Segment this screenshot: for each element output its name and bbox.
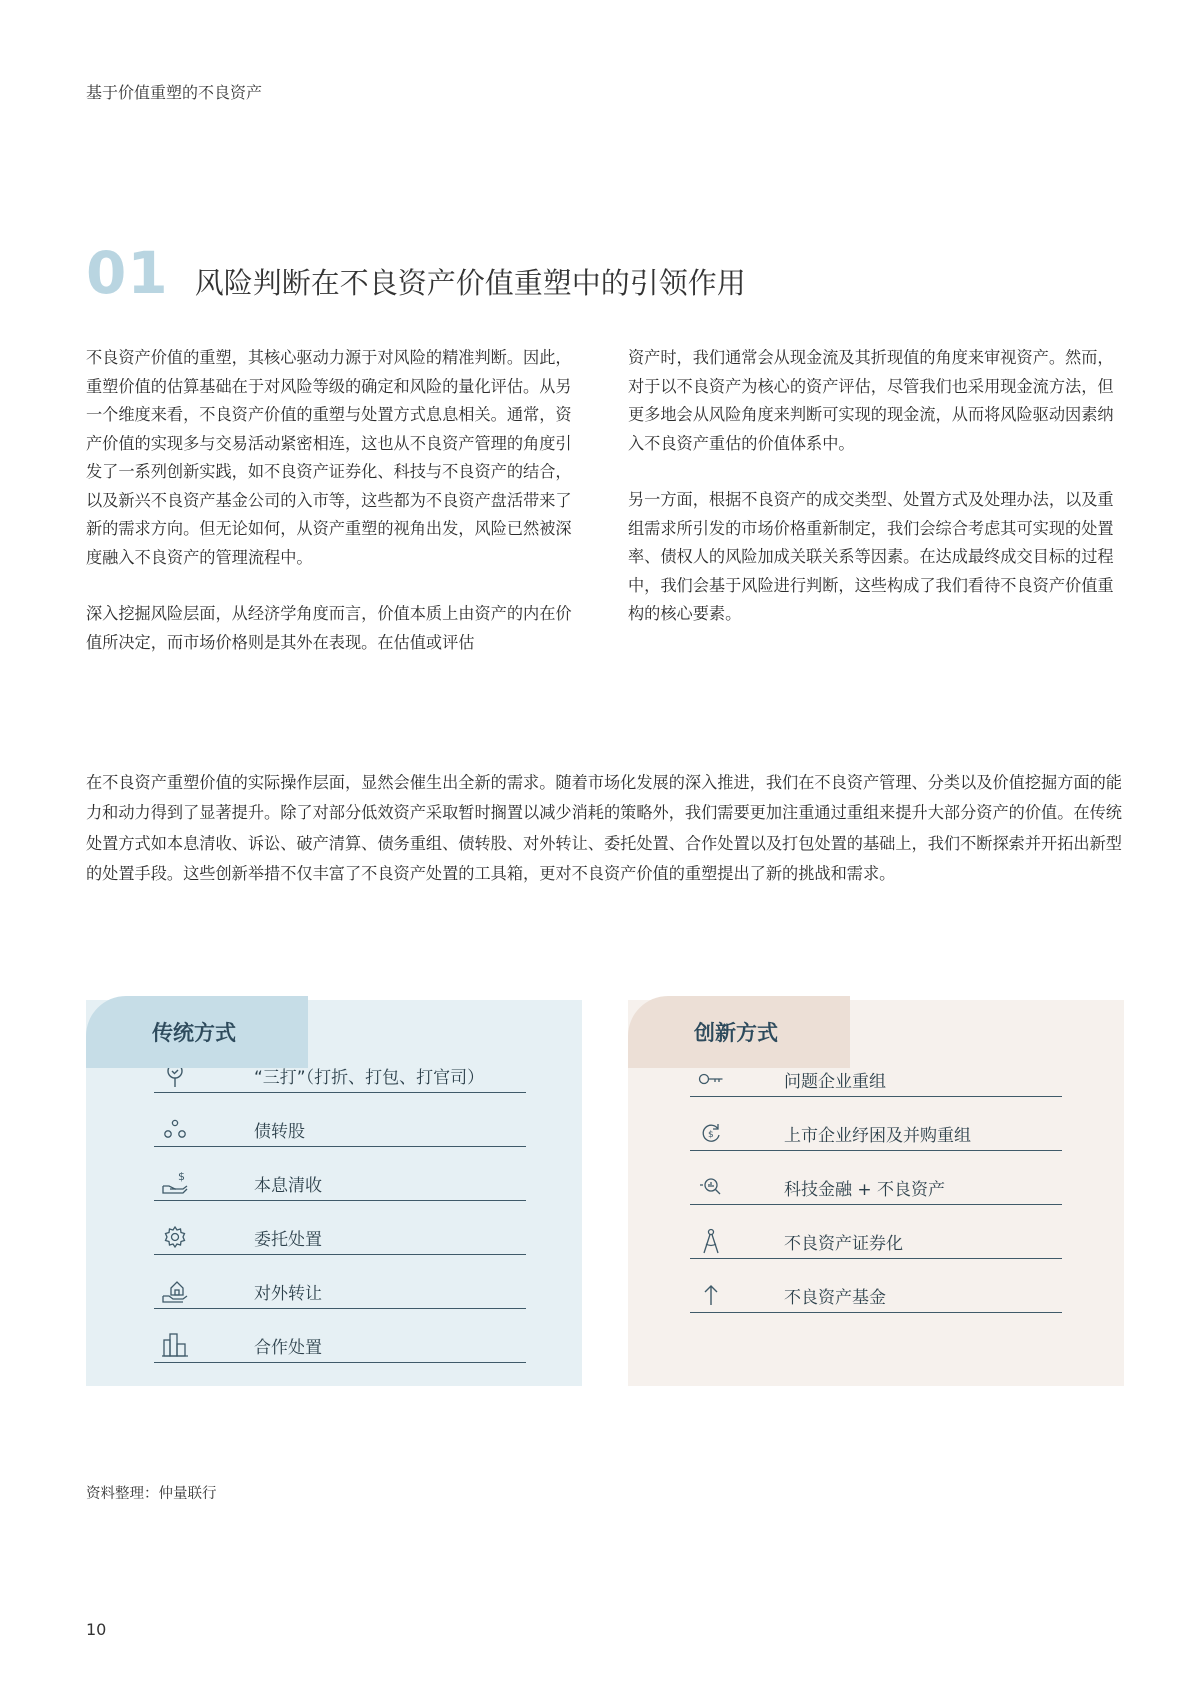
list-item-label: 对外转让 [254,1283,322,1304]
running-header: 基于价值重塑的不良资产 [86,83,263,102]
buildings-icon [160,1332,190,1358]
innovative-tab [628,996,850,1068]
section-title: 风险判断在不良资产价值重塑中的引领作用 [194,266,746,300]
list-item [154,1328,526,1363]
full-width-paragraph: 在不良资产重塑价值的实际操作层面，显然会催生出全新的需求。随着市场化发展的深入推进，我们在不良资产管理、分类以及价值挖掘方面的能力和动力得到了显著提升。除了对部分低效资产采取暂时搁置以减少消耗的策略外，我们需要更加注重通过重组来提升大部分资产的价值。在传统处置方式如本息清收、诉讼、破产清算、债务重组、债转股、对外转让、委托处置、合作处置以及打包处置的基础上，我们不断探索并开拓出新型的处置手段。这些创新举措不仅丰富了不良资产处置的工具箱，更对不良资产价值的重塑提出了新的挑战和需求。 [86,773,1122,883]
list-item-label: 委托处置 [254,1229,322,1250]
list-item-label: “三打”（打折、打包、打官司） [254,1067,485,1088]
section-heading [86,239,746,307]
source-note: 资料整理：仲量联行 [86,1486,217,1502]
list-item [690,1170,1062,1205]
list-item [690,1224,1062,1259]
circles-icon [160,1116,190,1142]
list-item [690,1116,1062,1151]
traditional-title: 传统方式 [152,1021,236,1045]
list-item [690,1278,1062,1313]
list-item [154,1112,526,1147]
hand-coin-icon [160,1170,190,1196]
key-icon [696,1066,726,1092]
innovative-title: 创新方式 [694,1021,778,1045]
list-item-label: 上市企业纾困及并购重组 [784,1125,971,1146]
svg-text:$: $ [708,1130,714,1140]
list-item [154,1274,526,1309]
list-item-label: 不良资产证券化 [784,1233,903,1254]
magnifier-icon [696,1174,726,1200]
list-item [154,1220,526,1255]
left-paragraph-2: 深入挖掘风险层面，从经济学角度而言，价值本质上由资产的内在价值所决定，而市场价格则是其外在表现。在估值或评估 [86,604,572,652]
left-column [86,344,584,657]
house-hand-icon [160,1278,190,1304]
arrow-up-icon [696,1282,726,1308]
list-item [154,1166,526,1201]
traditional-tab [86,996,308,1068]
list-item-label: 本息清收 [254,1175,322,1196]
section-number: 01 [86,239,169,307]
gear-icon [160,1224,190,1250]
list-item-label: 问题企业重组 [784,1071,886,1092]
list-item-label: 不良资产基金 [784,1287,886,1308]
list-item-label: 债转股 [254,1121,305,1142]
left-paragraph-1: 不良资产价值的重塑，其核心驱动力源于对风险的精准判断。因此，重塑价值的估算基础在于对风险等级的确定和风险的量化评估。从另一个维度来看，不良资产价值的重塑与处置方式息息相关。通常，资产价值的实现多与交易活动紧密相连，这也从不良资产管理的角度引发了一系列创新实践，如不良资产证券化、科技与不良资产的结合，以及新兴不良资产基金公司的入市等，这些都为不良资产盘活带来了新的需求方向。但无论如何，从资产重塑的视角出发，风险已然被深度融入不良资产的管理流程中。 [86,348,572,567]
cycle-icon [696,1120,726,1146]
page-number: 10 [86,1620,107,1639]
right-paragraph-2: 另一方面，根据不良资产的成交类型、处置方式及处理办法，以及重组需求所引发的市场价格重新制定，我们会综合考虑其可实现的处置率、债权人的风险加成关联关系等因素。在达成最终成交目标的过程中，我们会基于风险进行判断，这些构成了我们看待不良资产价值重构的核心要素。 [628,490,1114,623]
svg-text:$: $ [178,1170,185,1183]
list-item-label: 科技金融 + 不良资产 [784,1179,946,1200]
list-item-label: 合作处置 [254,1337,322,1358]
right-column [628,344,1126,629]
compass-icon [696,1228,726,1254]
right-paragraph-1: 资产时，我们通常会从现金流及其折现值的角度来审视资产。然而，对于以不良资产为核心的资产评估，尽管我们也采用现金流方法，但更多地会从风险角度来判断可实现的现金流，从而将风险驱动因素纳入不良资产重估的价值体系中。 [628,348,1114,453]
